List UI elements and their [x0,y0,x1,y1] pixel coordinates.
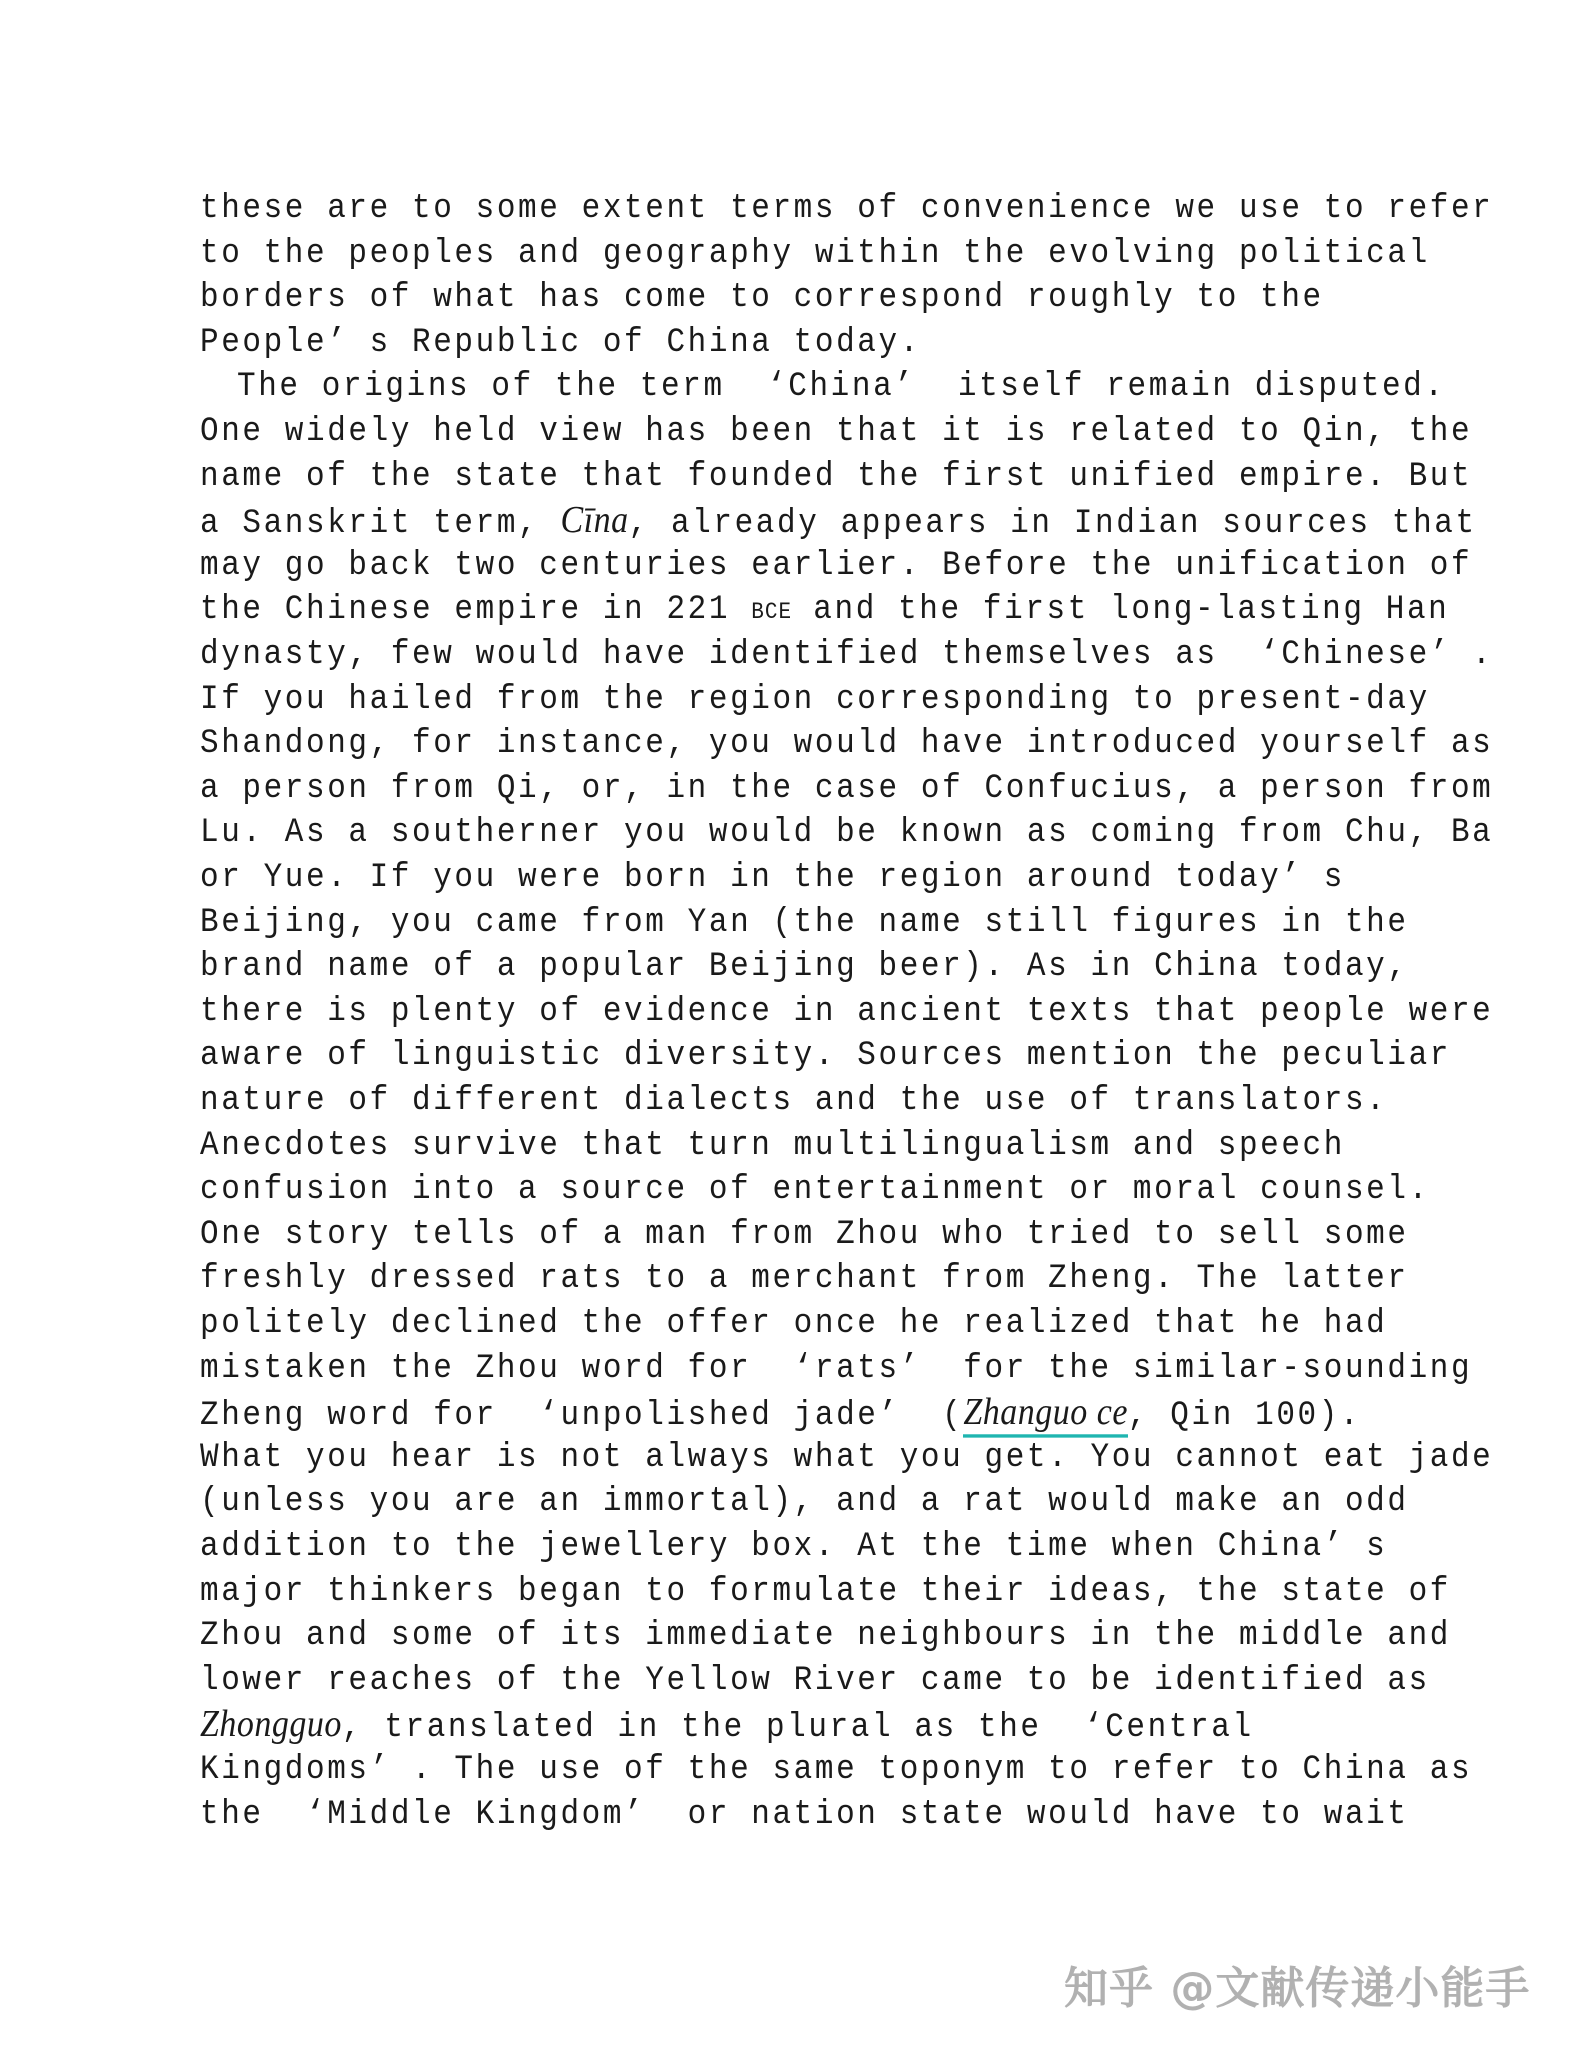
text-segment: What you hear is not always what you get. You cannot eat jade [200,1437,1494,1477]
text-segment: , already appears in Indian sources that [628,504,1477,544]
text-line [200,541,1473,590]
text-segment: Shandong, for instance, you would have introduced yourself as [200,724,1494,764]
text-line [200,1612,1451,1661]
text-line [200,898,1409,947]
text-segment: lower reaches of the Yellow River came to be identified as [200,1660,1430,1700]
text-segment: borders of what has come to correspond roughly to the [200,278,1324,318]
text-line [200,1701,1254,1750]
text-line [200,318,921,367]
text-segment: major thinkers began to formulate their ideas, the state of [200,1571,1451,1611]
text-line [200,1344,1473,1393]
zhihu-watermark: 知乎 @文献传递小能手 [1064,1963,1531,2014]
text-segment: , translated in the plural as the ‘Central [341,1708,1254,1748]
text-segment: nature of different dialects and the use of translators. [200,1080,1388,1121]
text-line [200,1032,1451,1081]
text-segment: The origins of the term ‘China’ itself remain disputed. [237,367,1446,407]
text-line [200,720,1494,769]
text-segment: name of the state that founded the first unified empire. But [200,456,1473,496]
text-segment: Anecdotes survive that turn multilingualism and speech [200,1125,1345,1165]
text-line [200,1210,1409,1259]
text-line [200,407,1473,456]
text-line [200,675,1430,724]
text-line [200,1121,1345,1170]
text-segment: addition to the jewellery box. At the time when China’ s [200,1526,1388,1567]
text-line [200,987,1494,1036]
text-line [200,630,1494,679]
text-segment: People’ s Republic of China today. [200,322,921,362]
text-segment: the Chinese empire in 221 [200,590,752,630]
text-segment: or Yue. If you were born in the region around today’ s [200,857,1345,898]
text-segment: to the peoples and geography within the evolving political [200,233,1430,273]
text-segment: may go back two centuries earlier. Before the unification of [200,545,1473,585]
text-segment: brand name of a popular Beijing beer). As in China today, [200,947,1409,987]
text-segment: the ‘Middle Kingdom’ or nation state would have to wait [200,1794,1409,1834]
text-line [200,1076,1388,1125]
text-line [200,497,1477,546]
text-segment: politely declined the offer once he realized that he had [200,1303,1388,1344]
text-line [200,1255,1409,1304]
text-line [200,274,1324,323]
italic-term: Cīna [560,499,629,542]
small-caps-era: BCE [751,600,793,627]
italic-term: Zhongguo [200,1704,342,1746]
text-segment: freshly dressed rats to a merchant from Zheng. The latter [200,1259,1409,1299]
text-line [200,1389,1362,1438]
text-line [200,1433,1494,1482]
text-segment: Beijing, you came from Yan (the name still figures in the [200,902,1409,942]
text-segment: Zhou and some of its immediate neighbours in the middle and [200,1616,1451,1656]
text-line [200,1790,1409,1839]
text-line [200,853,1345,902]
text-segment: a person from Qi, or, in the case of Confucius, a person from [200,768,1494,808]
text-line [200,452,1473,501]
text-segment: Zheng word for ‘unpolished jade’ ( [200,1396,964,1436]
text-segment: , Qin 100). [1127,1396,1362,1436]
text-segment: these are to some extent terms of convenience we use to refer [200,188,1494,229]
text-segment: confusion into a source of entertainment or moral counsel. [200,1170,1430,1210]
text-line [200,1745,1473,1794]
text-line [237,363,1446,412]
text-line [200,1656,1430,1705]
text-segment: One story tells of a man from Zhou who tried to sell some [200,1214,1409,1254]
text-line [200,184,1494,233]
text-segment: aware of linguistic diversity. Sources mention the peculiar [200,1036,1451,1076]
text-segment: mistaken the Zhou word for ‘rats’ for the similar-sounding [200,1348,1473,1388]
text-segment: there is plenty of evidence in ancient texts that people were [200,991,1494,1031]
text-segment: and the first long-lasting Han [792,590,1450,630]
text-segment: (unless you are an immortal), and a rat would make an odd [200,1482,1409,1522]
text-line [200,1478,1409,1527]
text-segment: a Sanskrit term, [200,504,561,544]
text-line [200,1166,1430,1215]
text-line [200,229,1430,278]
citation-link[interactable]: Zhanguo ce [963,1392,1128,1438]
text-line [200,809,1494,858]
text-segment: Lu. As a southerner you would be known as coming from Chu, Ba [200,813,1494,853]
text-line [200,764,1494,813]
text-line [200,1299,1388,1348]
text-segment: dynasty, few would have identified themselves as ‘Chinese’ . [200,634,1494,675]
text-line [200,1567,1451,1616]
text-line [200,943,1409,992]
text-segment: One widely held view has been that it is related to Qin, the [200,411,1473,452]
text-segment: If you hailed from the region corresponding to present-day [200,679,1430,719]
text-line [200,1522,1388,1571]
text-line [200,586,1450,635]
text-segment: Kingdoms’ . The use of the same toponym to refer to China as [200,1749,1473,1790]
